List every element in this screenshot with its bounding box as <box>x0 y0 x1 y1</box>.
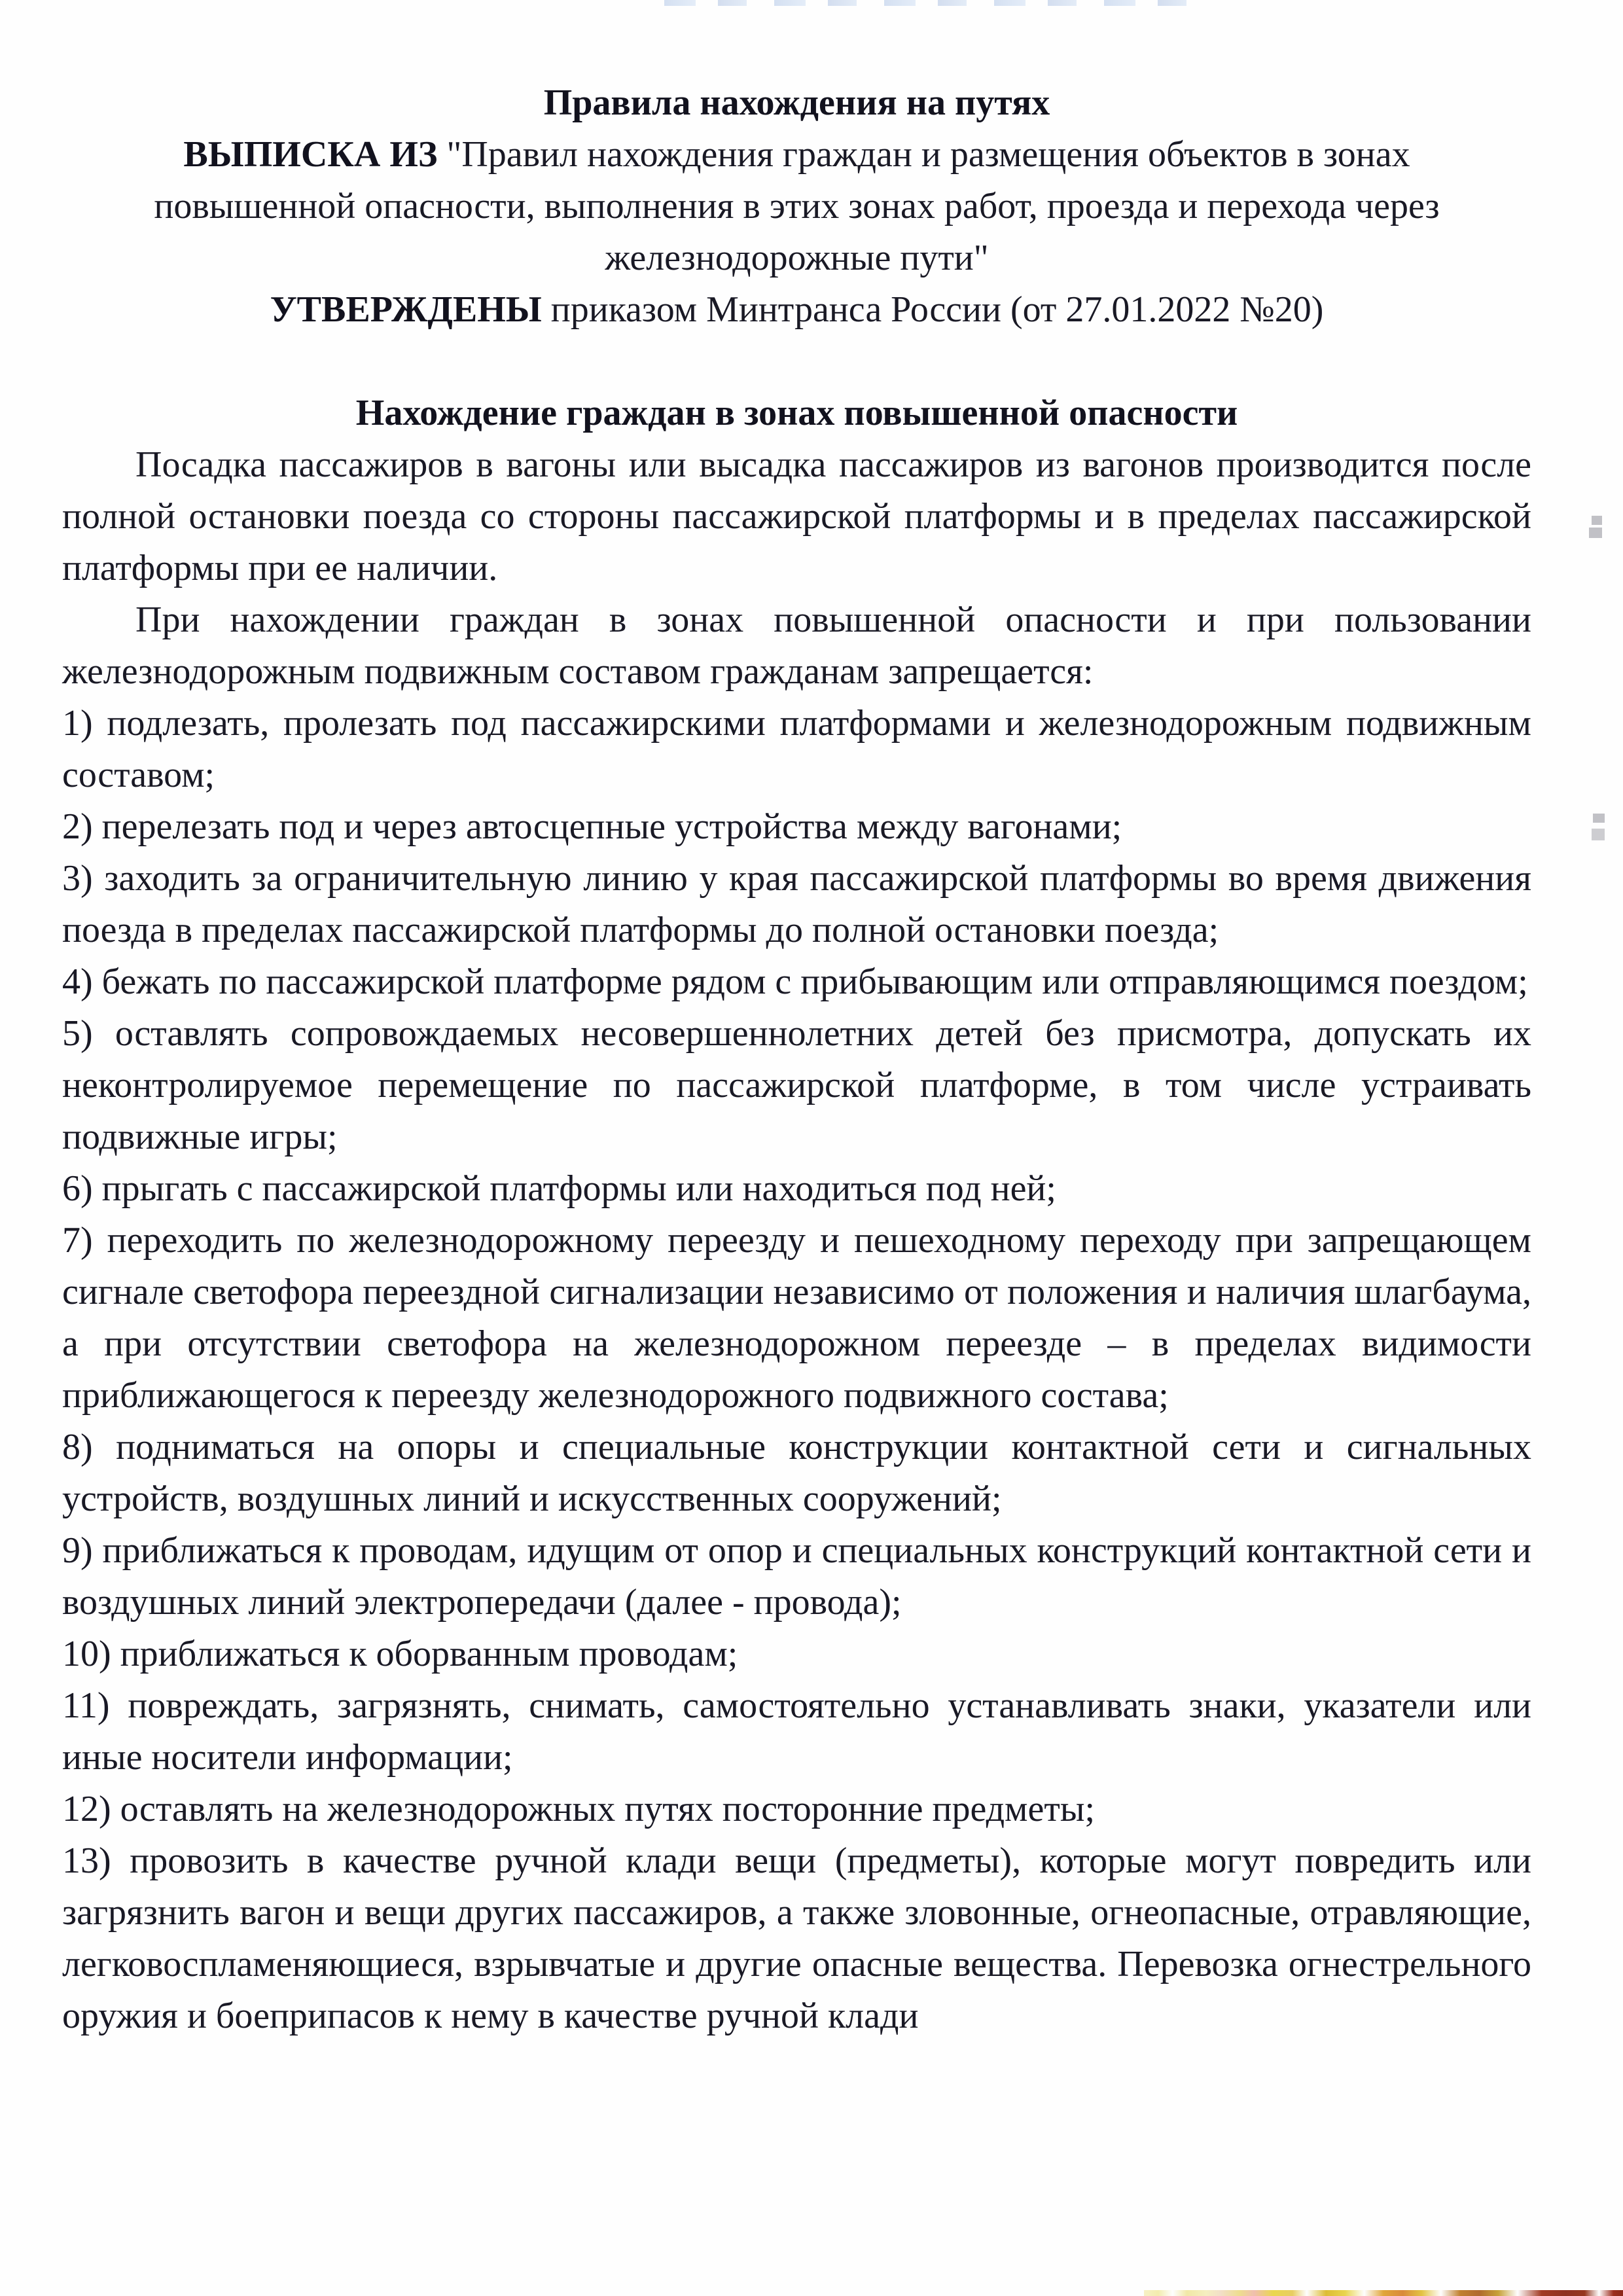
approved-label: УТВЕРЖДЕНЫ <box>270 289 542 330</box>
extract-label: ВЫПИСКА ИЗ <box>183 134 438 175</box>
rule-item: 6) прыгать с пассажирской платформы или находиться под ней; <box>62 1168 1056 1209</box>
document-approval-line <box>62 284 1531 336</box>
rule-item: 7) переходить по железнодорожному переезду и пешеходному переходу при запрещающем сигнале светофора переездной сигнализации независимо от положения и наличия шлагбаума, а при отсутствии светофора на железнодорожном переезде – в пределах видимости приближающегося к переезду железнодорожного подвижного состава; <box>62 1220 1531 1416</box>
scan-noise-speck <box>1592 516 1602 525</box>
rule-item: 1) подлезать, пролезать под пассажирскими платформами и железнодорожным подвижным составом; <box>62 703 1531 795</box>
scan-noise-speck <box>1592 829 1605 840</box>
document-content <box>62 77 1531 2042</box>
body-paragraph: При нахождении граждан в зонах повышенной опасности и при пользовании железнодорожным подвижным составом гражданам запрещается: <box>62 600 1531 692</box>
rule-item: 9) приближаться к проводам, идущим от опор и специальных конструкций контактной сети и воздушных линий электропередачи (далее - провода); <box>62 1530 1531 1623</box>
blank-line <box>62 336 1531 387</box>
approved-text: приказом Минтранса России (от 27.01.2022 №20) <box>541 289 1324 330</box>
rule-item: 12) оставлять на железнодорожных путях посторонние предметы; <box>62 1789 1096 1829</box>
extract-text: "Правил нахождения граждан и размещения объектов в зонах повышенной опасности, выполнения в этих зонах работ, проезда и перехода через железнодорожные пути" <box>154 134 1440 278</box>
scan-noise-bottom <box>1144 2290 1623 2296</box>
rule-item: 2) перелезать под и через автосцепные устройства между вагонами; <box>62 806 1122 847</box>
body-paragraph: Посадка пассажиров в вагоны или высадка пассажиров из вагонов производится после полной остановки поезда со стороны пассажирской платформы и в пределах пассажирской платформы при ее наличии. <box>62 444 1531 588</box>
scan-noise-top <box>664 0 1194 6</box>
rule-item: 3) заходить за ограничительную линию у края пассажирской платформы во время движения поезда в пределах пассажирской платформы до полной остановки поезда; <box>62 858 1531 950</box>
document-title-text: Правила нахождения на путях <box>543 82 1050 123</box>
document-subtitle <box>90 129 1504 284</box>
rule-item: 13) провозить в качестве ручной клади вещи (предметы), которые могут повредить или загрязнить вагон и вещи других пассажиров, а также зловонные, огнеопасные, отравляющие, легковоспламеняющиеся, взрывчатые и другие опасные вещества. Перевозка огнестрельного оружия и боеприпасов к нему в качестве ручной клади <box>62 1840 1531 2036</box>
section-heading-text: Нахождение граждан в зонах повышенной опасности <box>355 393 1238 433</box>
scan-noise-speck <box>1593 814 1605 823</box>
rule-item: 10) приближаться к оборванным проводам; <box>62 1634 738 1674</box>
document-title <box>62 77 1531 129</box>
rule-item: 8) подниматься на опоры и специальные конструкции контактной сети и сигнальных устройств, воздушных линий и искусственных сооружений; <box>62 1427 1531 1519</box>
document-body <box>62 439 1531 2042</box>
rule-item: 11) повреждать, загрязнять, снимать, самостоятельно устанавливать знаки, указатели или иные носители информации; <box>62 1685 1531 1778</box>
scan-noise-speck <box>1589 528 1602 538</box>
rule-item: 4) бежать по пассажирской платформе рядом с прибывающим или отправляющимся поездом; <box>62 961 1528 1002</box>
rule-item: 5) оставлять сопровождаемых несовершеннолетних детей без присмотра, допускать их неконтролируемое перемещение по пассажирской платформе, в том числе устраивать подвижные игры; <box>62 1013 1531 1157</box>
section-heading <box>62 387 1531 439</box>
